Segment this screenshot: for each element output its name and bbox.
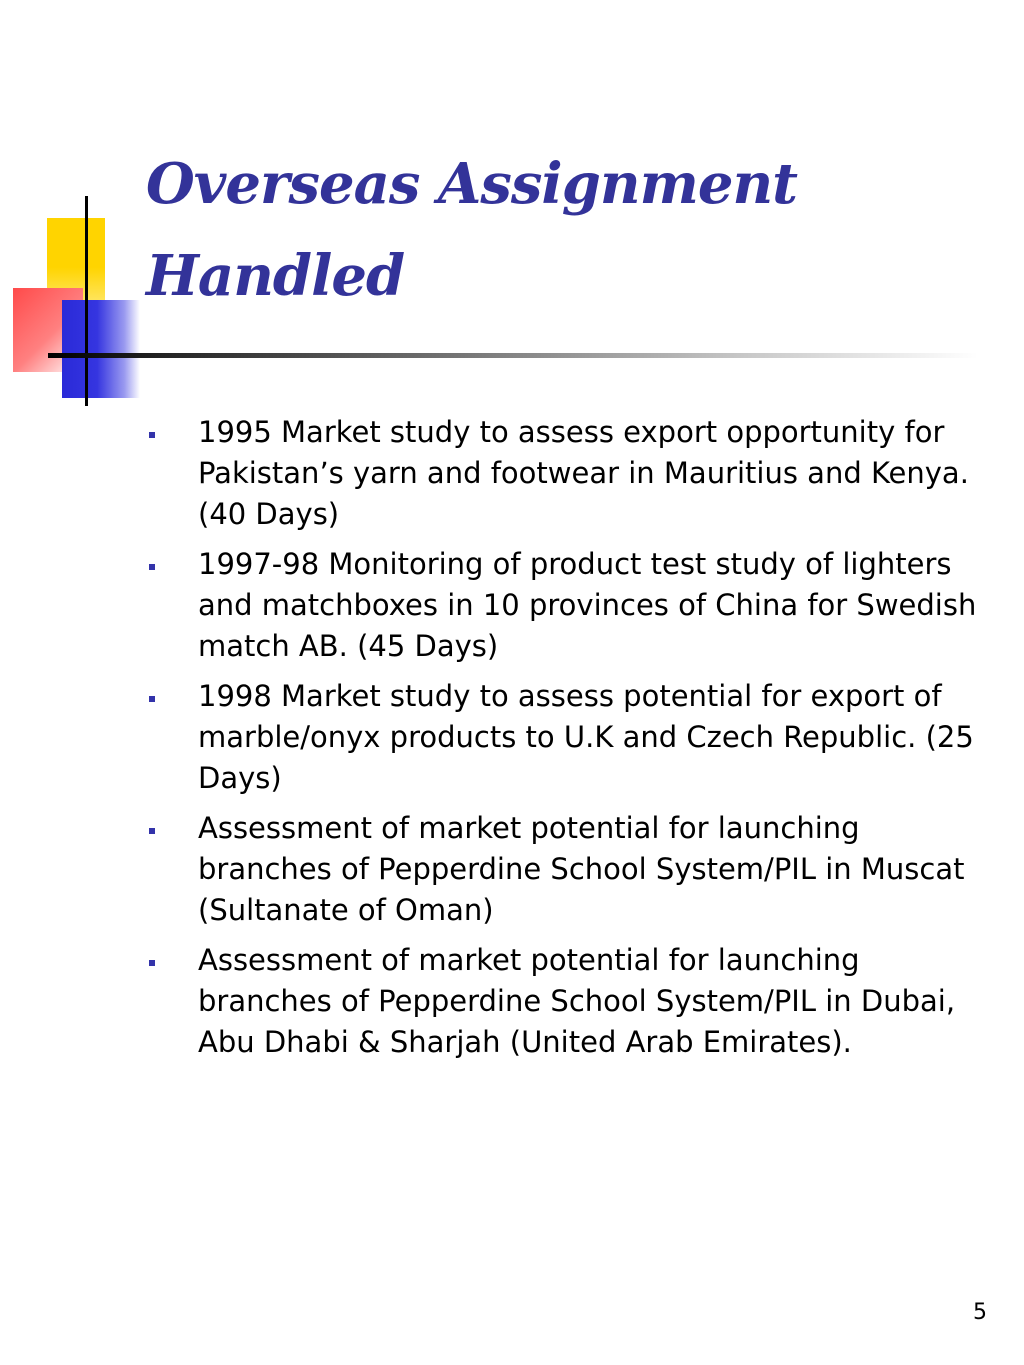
bullet-list [140,412,1000,1072]
title-underline-divider [48,353,978,358]
slide-title: Overseas Assignment Handled [146,151,798,309]
bullet-text: 1997-98 Monitoring of product test study of lighters and matchboxes in 10 provinces of China for Swedish match AB. (45 Days) [198,547,977,663]
bullet-text: 1995 Market study to assess export opportunity for Pakistan’s yarn and footwear in Mauritius and Kenya. (40 Days) [198,415,969,531]
bullet-text: Assessment of market potential for launching branches of Pepperdine School System/PIL in Dubai, Abu Dhabi & Sharjah (United Arab Emirates). [198,943,956,1059]
square-bullet-icon [149,828,155,834]
square-bullet-icon [149,696,155,702]
bullet-item [140,676,1000,799]
bullet-item [140,412,1000,535]
bullet-item [140,544,1000,667]
decorative-blue-block [62,300,140,398]
bullet-item [140,940,1000,1063]
square-bullet-icon [149,564,155,570]
bullet-item [140,808,1000,931]
bullet-text: Assessment of market potential for launching branches of Pepperdine School System/PIL in Muscat (Sultanate of Oman) [198,811,965,927]
decorative-vertical-line [85,196,88,406]
page-number: 5 [973,1300,987,1325]
bullet-text: 1998 Market study to assess potential for export of marble/onyx products to U.K and Czech Republic. (25 Days) [198,679,974,795]
square-bullet-icon [149,960,155,966]
square-bullet-icon [149,432,155,438]
